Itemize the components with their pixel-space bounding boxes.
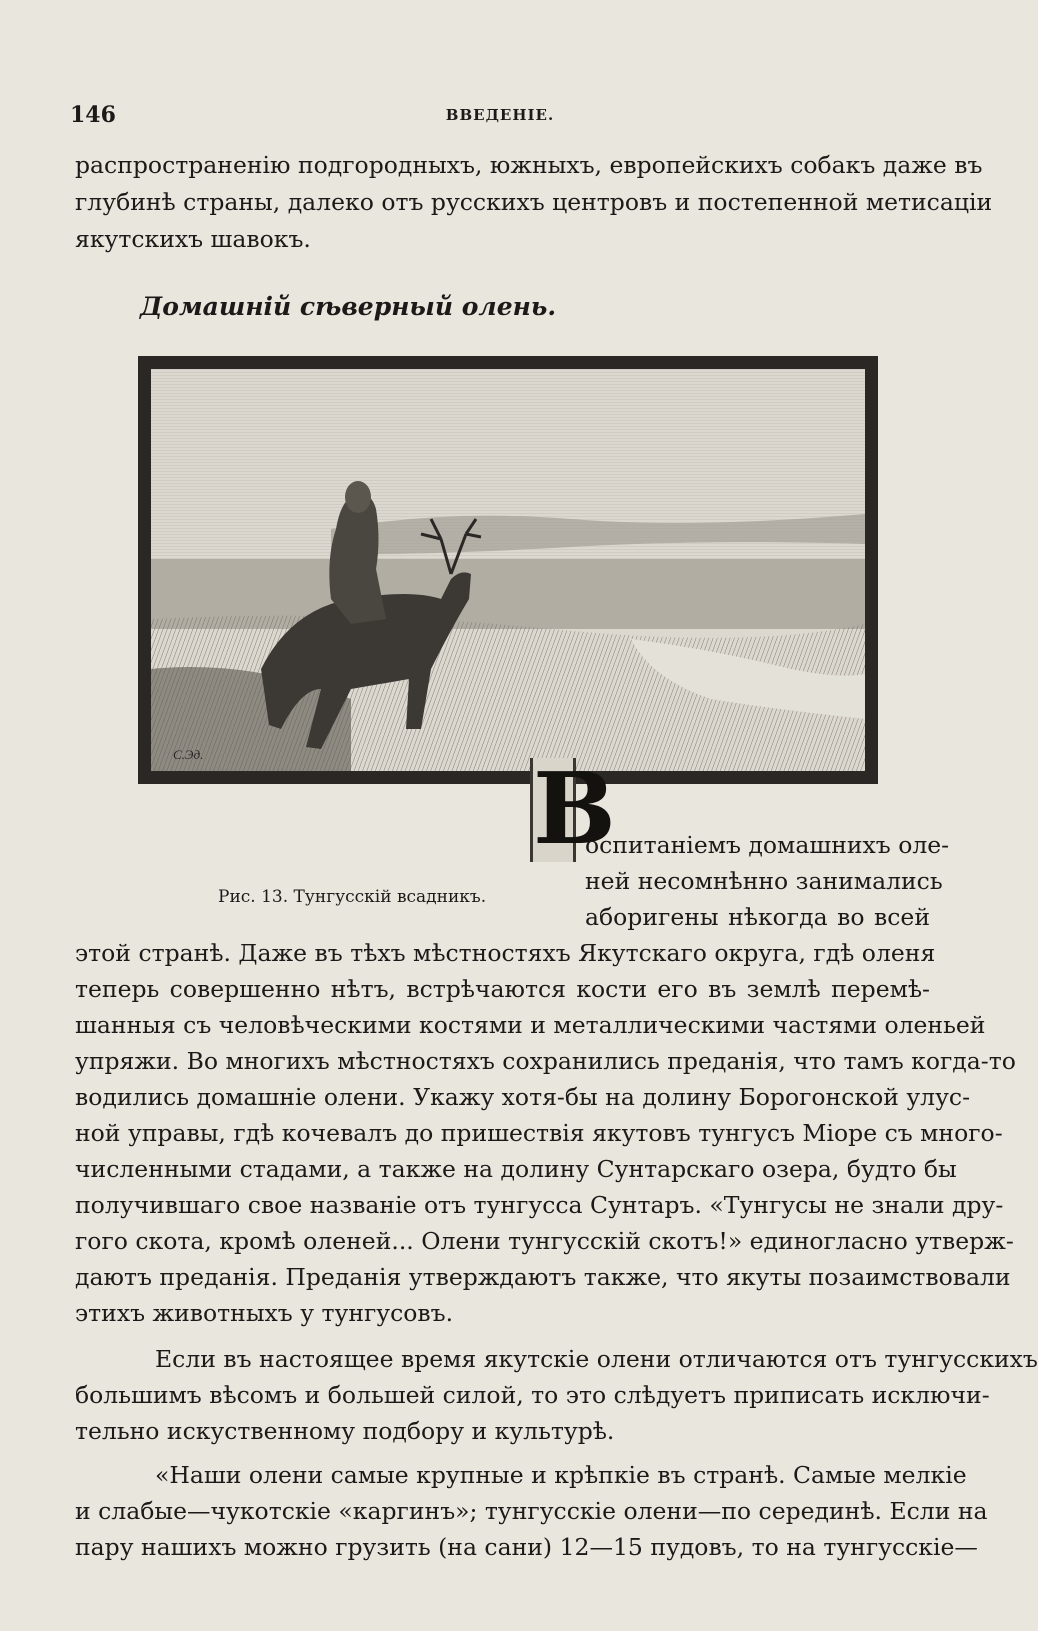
tungus-rider-engraving bbox=[151, 369, 865, 771]
drop-cap: В bbox=[530, 758, 576, 862]
text-line: глубинѣ страны, далеко отъ русскихъ центровъ и постепенной метисаціи bbox=[75, 188, 993, 216]
text-line: «Наши олени самые крупные и крѣпкіе въ странѣ. Самые мелкіе bbox=[155, 1461, 967, 1489]
text-line: водились домашніе олени. Укажу хотя-бы на долину Борогонской улус- bbox=[75, 1083, 971, 1111]
text-line: численными стадами, а также на долину Сунтарскаго озера, будто бы bbox=[75, 1155, 957, 1183]
figure-caption: Рис. 13. Тунгусскій всадникъ. bbox=[218, 887, 487, 907]
text-line: гого скота, кромѣ оленей... Олени тунгусскій скотъ!» единогласно утверж- bbox=[75, 1227, 1014, 1255]
page-header bbox=[70, 100, 930, 130]
text-line: оспитаніемъ домашнихъ оле- bbox=[585, 831, 950, 859]
text-line: якутскихъ шавокъ. bbox=[75, 225, 311, 253]
text-line: пару нашихъ можно грузить (на сани) 12—15 пудовъ, то на тунгусскіе— bbox=[75, 1533, 978, 1561]
text-line: теперь совершенно нѣтъ, встрѣчаются кости его въ землѣ перемѣ- bbox=[75, 975, 930, 1003]
text-line: даютъ преданія. Преданія утверждаютъ также, что якуты позаимствовали bbox=[75, 1263, 1011, 1291]
running-title: ВВЕДЕНІЕ. bbox=[445, 106, 555, 124]
figure-illustration bbox=[138, 356, 878, 784]
section-heading: Домашній сѣверный олень. bbox=[140, 292, 557, 321]
text-line: этихъ животныхъ у тунгусовъ. bbox=[75, 1299, 454, 1327]
engraver-signature: С.Эд. bbox=[173, 747, 204, 762]
text-line: ной управы, гдѣ кочевалъ до пришествія якутовъ тунгусъ Міоре съ много- bbox=[75, 1119, 1003, 1147]
text-line: этой странѣ. Даже въ тѣхъ мѣстностяхъ Якутскаго округа, гдѣ оленя bbox=[75, 939, 936, 967]
page-number: 146 bbox=[70, 102, 116, 128]
text-line: распространенію подгородныхъ, южныхъ, европейскихъ собакъ даже въ bbox=[75, 151, 983, 179]
text-line: аборигены нѣкогда во всей bbox=[585, 903, 930, 931]
text-line: упряжи. Во многихъ мѣстностяхъ сохранились преданія, что тамъ когда-то bbox=[75, 1047, 1016, 1075]
text-line: тельно искуственному подбору и культурѣ. bbox=[75, 1417, 615, 1445]
text-line: ней несомнѣнно занимались bbox=[585, 867, 943, 895]
text-line: получившаго свое названіе отъ тунгусса Сунтаръ. «Тунгусы не знали дру- bbox=[75, 1191, 1004, 1219]
text-line: и слабые—чукотскіе «каргинъ»; тунгусскіе олени—по серединѣ. Если на bbox=[75, 1497, 988, 1525]
text-line: Если въ настоящее время якутскіе олени отличаются отъ тунгусскихъ bbox=[155, 1345, 1038, 1373]
text-line: шанныя съ человѣческими костями и металлическими частями оленьей bbox=[75, 1011, 986, 1039]
text-line: большимъ вѣсомъ и большей силой, то это слѣдуетъ приписать исключи- bbox=[75, 1381, 990, 1409]
